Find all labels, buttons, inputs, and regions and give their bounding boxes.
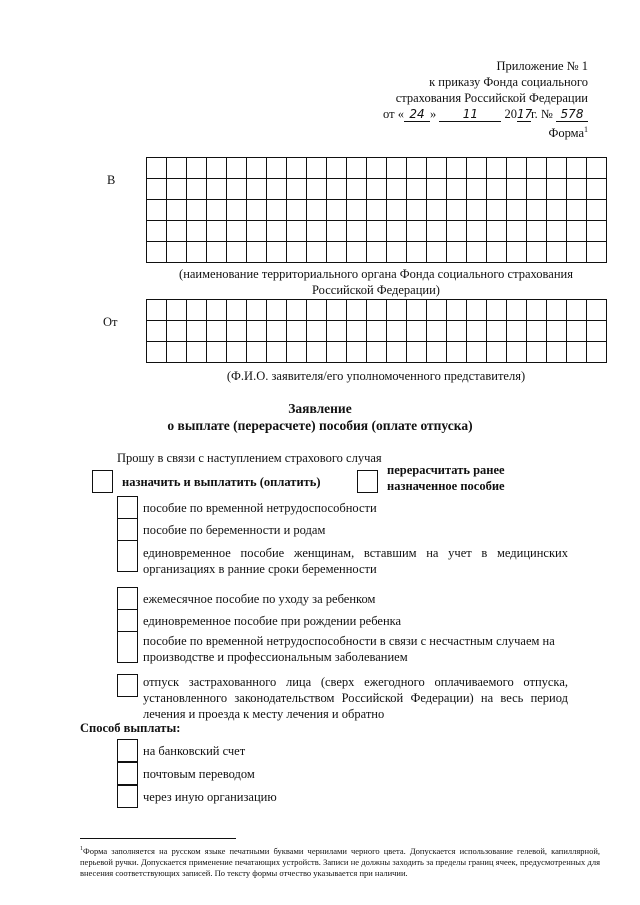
- recipient-grid-cell[interactable]: [327, 200, 347, 221]
- benefit-maternity: пособие по беременности и родам: [143, 523, 326, 537]
- recipient-grid-cell[interactable]: [527, 200, 547, 221]
- recipient-grid-cell[interactable]: [187, 158, 207, 179]
- recipient-grid-cell[interactable]: [387, 200, 407, 221]
- order-number: 578: [556, 108, 588, 122]
- applicant-grid-cell[interactable]: [407, 342, 427, 363]
- applicant-grid-cell[interactable]: [267, 300, 287, 321]
- recipient-grid-cell[interactable]: [187, 200, 207, 221]
- recipient-grid-cell[interactable]: [347, 200, 367, 221]
- recipient-grid-cell[interactable]: [567, 242, 587, 263]
- recipient-grid-cell[interactable]: [367, 179, 387, 200]
- order-year: 17: [516, 107, 533, 121]
- applicant-grid-row: [147, 300, 607, 321]
- recipient-grid-cell[interactable]: [207, 242, 227, 263]
- recipient-grid-cell[interactable]: [267, 158, 287, 179]
- applicant-grid-cell[interactable]: [287, 342, 307, 363]
- applicant-grid-cell[interactable]: [167, 300, 187, 321]
- applicant-grid-cell[interactable]: [287, 300, 307, 321]
- recipient-grid-cell[interactable]: [147, 200, 167, 221]
- recipient-grid-cell[interactable]: [587, 242, 607, 263]
- order-date: от « 24 » 11 2017г. № 578: [383, 106, 588, 122]
- applicant-grid-cell[interactable]: [347, 300, 367, 321]
- recipient-grid-cell[interactable]: [267, 221, 287, 242]
- recipient-grid-cell[interactable]: [367, 158, 387, 179]
- applicant-grid-cell[interactable]: [347, 342, 367, 363]
- recipient-grid-cell[interactable]: [407, 179, 427, 200]
- applicant-grid-cell[interactable]: [227, 342, 247, 363]
- postal-transfer-checkbox[interactable]: [117, 762, 138, 785]
- recipient-grid-cell[interactable]: [347, 179, 367, 200]
- applicant-grid[interactable]: [146, 299, 607, 363]
- temp-disability-checkbox[interactable]: [117, 496, 138, 519]
- recipient-grid-cell[interactable]: [387, 179, 407, 200]
- applicant-grid-row: [147, 321, 607, 342]
- recipient-grid-cell[interactable]: [467, 242, 487, 263]
- maternity-checkbox[interactable]: [117, 518, 138, 541]
- recipient-grid[interactable]: [146, 157, 607, 263]
- applicant-grid-cell[interactable]: [467, 342, 487, 363]
- document-subtitle: о выплате (перерасчете) пособия (оплате отпуска): [167, 418, 473, 433]
- applicant-grid-cell[interactable]: [307, 342, 327, 363]
- recipient-grid-cell[interactable]: [307, 179, 327, 200]
- recipient-grid-cell[interactable]: [407, 200, 427, 221]
- recipient-grid-cell[interactable]: [147, 158, 167, 179]
- recipient-grid-cell[interactable]: [487, 221, 507, 242]
- order-month: 11: [439, 108, 501, 122]
- recipient-grid-cell[interactable]: [307, 200, 327, 221]
- recipient-grid-cell[interactable]: [427, 179, 447, 200]
- applicant-grid-cell[interactable]: [507, 300, 527, 321]
- recipient-grid-cell[interactable]: [567, 221, 587, 242]
- applicant-grid-cell[interactable]: [487, 300, 507, 321]
- order-ref: к приказу Фонда социального: [429, 75, 588, 89]
- recipient-grid-cell[interactable]: [407, 221, 427, 242]
- recipient-grid-cell[interactable]: [147, 242, 167, 263]
- recipient-grid-row: [147, 242, 607, 263]
- recipient-grid-cell[interactable]: [327, 179, 347, 200]
- pay-option-label: назначить и выплатить (оплатить): [122, 475, 321, 489]
- recipient-grid-cell[interactable]: [287, 242, 307, 263]
- applicant-grid-cell[interactable]: [267, 342, 287, 363]
- recipient-grid-cell[interactable]: [567, 200, 587, 221]
- recipient-grid-cell[interactable]: [187, 242, 207, 263]
- to-label: В: [107, 173, 116, 187]
- applicant-grid-cell[interactable]: [467, 321, 487, 342]
- applicant-grid-cell[interactable]: [587, 342, 607, 363]
- recipient-grid-cell[interactable]: [147, 179, 167, 200]
- applicant-grid-cell[interactable]: [507, 321, 527, 342]
- applicant-grid-cell[interactable]: [247, 342, 267, 363]
- recipient-grid-cell[interactable]: [287, 179, 307, 200]
- recipient-grid-cell[interactable]: [227, 242, 247, 263]
- recipient-grid-cell[interactable]: [167, 158, 187, 179]
- recipient-grid-cell[interactable]: [587, 158, 607, 179]
- recipient-grid-cell[interactable]: [287, 221, 307, 242]
- vacation-checkbox[interactable]: [117, 674, 138, 697]
- order-ref-org: страхования Российской Федерации: [395, 91, 588, 105]
- applicant-grid-cell[interactable]: [547, 342, 567, 363]
- childbirth-checkbox[interactable]: [117, 609, 138, 632]
- applicant-grid-cell[interactable]: [327, 300, 347, 321]
- applicant-grid-cell[interactable]: [187, 342, 207, 363]
- recipient-grid-cell[interactable]: [387, 221, 407, 242]
- recipient-grid-cell[interactable]: [267, 242, 287, 263]
- recipient-grid-cell[interactable]: [247, 200, 267, 221]
- applicant-grid-cell[interactable]: [467, 300, 487, 321]
- applicant-grid-cell[interactable]: [207, 321, 227, 342]
- recipient-grid-cell[interactable]: [427, 221, 447, 242]
- recipient-grid-cell[interactable]: [527, 179, 547, 200]
- recipient-grid-cell[interactable]: [267, 200, 287, 221]
- applicant-grid-cell[interactable]: [187, 321, 207, 342]
- recipient-grid-cell[interactable]: [427, 200, 447, 221]
- recipient-grid-cell[interactable]: [447, 200, 467, 221]
- recipient-caption: (наименование территориального органа Фонда социального страхования Российской Федерации): [179, 267, 573, 297]
- applicant-grid-cell[interactable]: [207, 300, 227, 321]
- recipient-grid-cell[interactable]: [227, 158, 247, 179]
- recipient-grid-cell[interactable]: [567, 179, 587, 200]
- benefit-accident-l1: пособие по временной нетрудоспособности в связи с несчастным случаем на: [143, 634, 555, 648]
- applicant-grid-cell[interactable]: [447, 300, 467, 321]
- benefit-early-pregnancy-l1: единовременное пособие женщинам, вставшим на учет в медицинских: [143, 546, 568, 560]
- applicant-grid-cell[interactable]: [167, 321, 187, 342]
- applicant-grid-cell[interactable]: [307, 321, 327, 342]
- recipient-grid-cell[interactable]: [387, 242, 407, 263]
- recipient-grid-cell[interactable]: [507, 200, 527, 221]
- recipient-grid-cell[interactable]: [367, 200, 387, 221]
- recipient-grid-row: [147, 200, 607, 221]
- applicant-grid-cell[interactable]: [447, 342, 467, 363]
- applicant-grid-cell[interactable]: [367, 342, 387, 363]
- applicant-grid-row: [147, 342, 607, 363]
- applicant-grid-cell[interactable]: [527, 321, 547, 342]
- recipient-grid-cell[interactable]: [207, 200, 227, 221]
- recipient-grid-cell[interactable]: [167, 221, 187, 242]
- applicant-grid-cell[interactable]: [167, 342, 187, 363]
- recipient-grid-cell[interactable]: [487, 200, 507, 221]
- recipient-grid-cell[interactable]: [227, 179, 247, 200]
- recipient-grid-cell[interactable]: [347, 158, 367, 179]
- benefit-early-pregnancy-l2: организациях в ранние сроки беременности: [143, 562, 377, 576]
- recipient-grid-cell[interactable]: [527, 158, 547, 179]
- bank-account-checkbox[interactable]: [117, 739, 138, 762]
- recipient-grid-cell[interactable]: [287, 200, 307, 221]
- recipient-grid-cell[interactable]: [447, 158, 467, 179]
- applicant-grid-cell[interactable]: [207, 342, 227, 363]
- recipient-grid-cell[interactable]: [307, 242, 327, 263]
- applicant-grid-cell[interactable]: [387, 342, 407, 363]
- recipient-grid-cell[interactable]: [367, 242, 387, 263]
- recipient-grid-cell[interactable]: [547, 200, 567, 221]
- recipient-grid-cell[interactable]: [207, 158, 227, 179]
- applicant-grid-cell[interactable]: [567, 321, 587, 342]
- benefit-temp-disability: пособие по временной нетрудоспособности: [143, 501, 377, 515]
- vacation-text: отпуск застрахованного лица (сверх ежегодного оплачиваемого отпуска, установленного законодательством Российской Федерации) на весь период лечения и проезда к месту лечения и обратно: [143, 675, 568, 721]
- payment-other-label: через иную организацию: [143, 790, 277, 804]
- payment-postal-label: почтовым переводом: [143, 767, 255, 781]
- recipient-grid-cell[interactable]: [227, 221, 247, 242]
- recipient-grid-cell[interactable]: [487, 242, 507, 263]
- applicant-grid-cell[interactable]: [587, 321, 607, 342]
- recipient-grid-cell[interactable]: [527, 242, 547, 263]
- applicant-grid-cell[interactable]: [547, 321, 567, 342]
- recipient-grid-row: [147, 221, 607, 242]
- recipient-grid-cell[interactable]: [347, 242, 367, 263]
- recipient-grid-cell[interactable]: [187, 221, 207, 242]
- applicant-grid-cell[interactable]: [147, 321, 167, 342]
- recipient-grid-cell[interactable]: [487, 158, 507, 179]
- order-header: [383, 58, 588, 141]
- recipient-grid-cell[interactable]: [327, 158, 347, 179]
- recipient-grid-cell[interactable]: [267, 179, 287, 200]
- recipient-grid-cell[interactable]: [427, 242, 447, 263]
- applicant-grid-cell[interactable]: [247, 321, 267, 342]
- benefit-childbirth: единовременное пособие при рождении ребенка: [143, 614, 402, 628]
- applicant-grid-cell[interactable]: [147, 342, 167, 363]
- applicant-grid-cell[interactable]: [267, 321, 287, 342]
- applicant-grid-cell[interactable]: [287, 321, 307, 342]
- recipient-grid-cell[interactable]: [207, 221, 227, 242]
- recipient-grid-cell[interactable]: [167, 242, 187, 263]
- recipient-grid-cell[interactable]: [287, 158, 307, 179]
- recipient-grid-cell[interactable]: [147, 221, 167, 242]
- applicant-grid-cell[interactable]: [227, 321, 247, 342]
- applicant-caption: (Ф.И.О. заявителя/его уполномоченного представителя): [226, 369, 526, 383]
- recipient-grid-cell[interactable]: [447, 221, 467, 242]
- applicant-grid-cell[interactable]: [227, 300, 247, 321]
- applicant-grid-cell[interactable]: [427, 342, 447, 363]
- benefit-childcare: ежемесячное пособие по уходу за ребенком: [143, 592, 376, 606]
- applicant-grid-cell[interactable]: [307, 300, 327, 321]
- applicant-grid-cell[interactable]: [507, 342, 527, 363]
- recalc-checkbox[interactable]: [357, 470, 378, 493]
- recipient-grid-cell[interactable]: [467, 221, 487, 242]
- recipient-grid-cell[interactable]: [207, 179, 227, 200]
- applicant-grid-cell[interactable]: [447, 321, 467, 342]
- pay-checkbox[interactable]: [92, 470, 113, 493]
- recipient-grid-cell[interactable]: [547, 221, 567, 242]
- order-day: 24: [404, 108, 430, 122]
- footnote-rule: [80, 838, 236, 839]
- applicant-grid-cell[interactable]: [547, 300, 567, 321]
- recipient-grid-cell[interactable]: [507, 242, 527, 263]
- applicant-grid-cell[interactable]: [427, 300, 447, 321]
- recipient-grid-cell[interactable]: [227, 200, 247, 221]
- recipient-grid-cell[interactable]: [347, 221, 367, 242]
- early-pregnancy-checkbox[interactable]: [117, 540, 138, 572]
- applicant-grid-cell[interactable]: [407, 321, 427, 342]
- recipient-grid-cell[interactable]: [247, 242, 267, 263]
- accident-checkbox[interactable]: [117, 631, 138, 663]
- recipient-grid-cell[interactable]: [247, 221, 267, 242]
- applicant-grid-cell[interactable]: [527, 342, 547, 363]
- footnote: $^1$Форма заполняется на русском языке печатными буквами чернилами черного цвета. Допускается использование гелевой, капиллярной, перьевой ручки. Допускается применение печатающих устройств. Записи не должны заходить за пределы границ ячеек, предусмотренных для внесения соответствующих записей. По тексту формы отчество указывается при наличии.: [80, 845, 600, 878]
- recipient-grid-cell[interactable]: [247, 179, 267, 200]
- recipient-grid-cell[interactable]: [447, 179, 467, 200]
- document-title: Заявление: [288, 401, 352, 416]
- applicant-grid-cell[interactable]: [347, 321, 367, 342]
- recipient-grid-cell[interactable]: [307, 158, 327, 179]
- recipient-grid-cell[interactable]: [427, 158, 447, 179]
- other-organization-checkbox[interactable]: [117, 785, 138, 808]
- applicant-grid-cell[interactable]: [427, 321, 447, 342]
- payment-bank-label: на банковский счет: [143, 744, 246, 758]
- applicant-grid-cell[interactable]: [567, 342, 587, 363]
- childcare-checkbox[interactable]: [117, 587, 138, 610]
- recipient-grid-cell[interactable]: [507, 179, 527, 200]
- applicant-grid-cell[interactable]: [407, 300, 427, 321]
- recipient-grid-cell[interactable]: [167, 200, 187, 221]
- appendix-label: Приложение № 1: [496, 59, 588, 73]
- recipient-grid-cell[interactable]: [367, 221, 387, 242]
- recipient-grid-cell[interactable]: [467, 179, 487, 200]
- recipient-grid-cell[interactable]: [547, 158, 567, 179]
- form-label: Форма$^1$: [548, 125, 588, 141]
- applicant-grid-cell[interactable]: [327, 321, 347, 342]
- recipient-grid-cell[interactable]: [507, 221, 527, 242]
- recalc-option-label: перерасчитать ранее назначенное пособие: [387, 463, 505, 493]
- request-intro: Прошу в связи с наступлением страхового случая: [117, 451, 382, 465]
- applicant-grid-cell[interactable]: [247, 300, 267, 321]
- applicant-grid-cell[interactable]: [147, 300, 167, 321]
- applicant-grid-cell[interactable]: [327, 342, 347, 363]
- recipient-grid-cell[interactable]: [527, 221, 547, 242]
- recipient-grid-cell[interactable]: [507, 158, 527, 179]
- applicant-grid-cell[interactable]: [527, 300, 547, 321]
- recipient-grid-cell[interactable]: [247, 158, 267, 179]
- recipient-grid-cell[interactable]: [547, 242, 567, 263]
- recipient-grid-cell[interactable]: [407, 158, 427, 179]
- applicant-grid-cell[interactable]: [367, 300, 387, 321]
- recipient-grid-cell[interactable]: [467, 158, 487, 179]
- applicant-grid-cell[interactable]: [567, 300, 587, 321]
- applicant-grid-cell[interactable]: [587, 300, 607, 321]
- benefit-accident-l2: производстве и профессиональным заболеванием: [143, 650, 408, 664]
- recipient-grid-cell[interactable]: [387, 158, 407, 179]
- recipient-grid-row: [147, 158, 607, 179]
- recipient-grid-cell[interactable]: [407, 242, 427, 263]
- payment-heading: Способ выплаты:: [80, 721, 181, 735]
- recipient-grid-cell[interactable]: [467, 200, 487, 221]
- applicant-grid-cell[interactable]: [367, 321, 387, 342]
- recipient-grid-cell[interactable]: [587, 179, 607, 200]
- applicant-grid-cell[interactable]: [387, 321, 407, 342]
- recipient-grid-cell[interactable]: [587, 200, 607, 221]
- recipient-grid-cell[interactable]: [447, 242, 467, 263]
- applicant-grid-cell[interactable]: [187, 300, 207, 321]
- applicant-grid-cell[interactable]: [487, 342, 507, 363]
- from-label: От: [103, 315, 118, 329]
- recipient-grid-cell[interactable]: [487, 179, 507, 200]
- applicant-grid-cell[interactable]: [487, 321, 507, 342]
- recipient-grid-cell[interactable]: [567, 158, 587, 179]
- recipient-grid-cell[interactable]: [167, 179, 187, 200]
- recipient-grid-cell[interactable]: [327, 221, 347, 242]
- applicant-grid-cell[interactable]: [387, 300, 407, 321]
- recipient-grid-row: [147, 179, 607, 200]
- recipient-grid-cell[interactable]: [547, 179, 567, 200]
- recipient-grid-cell[interactable]: [327, 242, 347, 263]
- recipient-grid-cell[interactable]: [587, 221, 607, 242]
- recipient-grid-cell[interactable]: [307, 221, 327, 242]
- recipient-grid-cell[interactable]: [187, 179, 207, 200]
